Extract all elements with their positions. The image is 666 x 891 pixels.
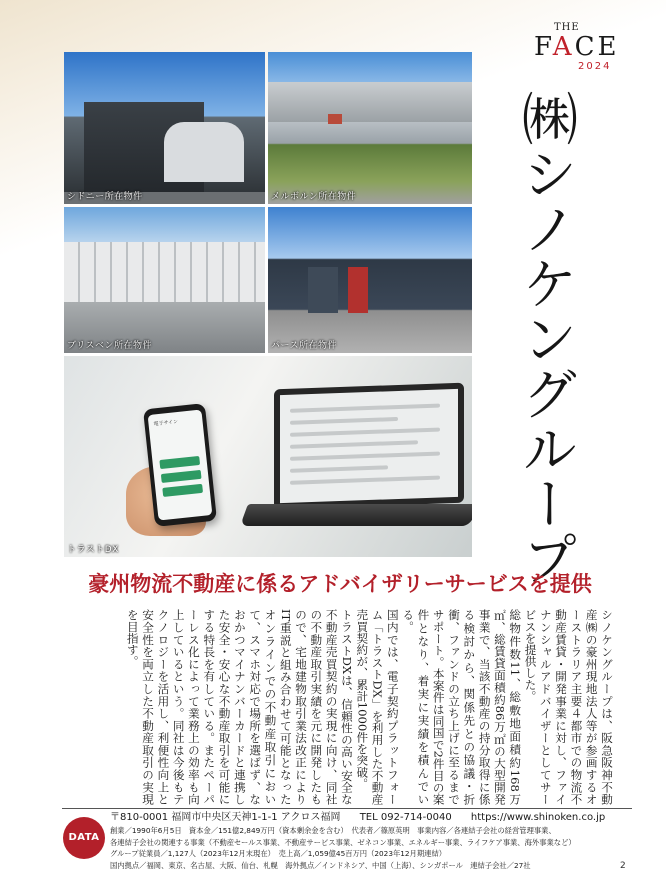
- the-face-logo: [534, 22, 629, 72]
- headline: 豪州物流不動産に係るアドバイザリーサービスを提供: [88, 571, 592, 596]
- article-body: [72, 609, 614, 805]
- company-data: [110, 810, 625, 871]
- detail-line: 各連結子会社の関連する事業（不動産セールス事業、不動産サービス事業、ゼネコン事業、エネルギー事業、ライフケア事業、海外事業など）: [110, 837, 576, 847]
- smartphone: 電子サイン: [143, 403, 217, 527]
- photo-caption: メルボルン所在物件: [271, 192, 357, 202]
- laptop-base: [240, 504, 472, 526]
- photo-perth: [268, 207, 472, 353]
- telephone: TEL 092-714-0040: [359, 812, 452, 823]
- detail-line: 国内拠点／福岡、東京、名古屋、大阪、仙台、札幌 海外拠点／インドネシア、中国（上海）、シンガポール 連結子会社／27社: [110, 860, 531, 870]
- photo-caption: トラストDX: [67, 545, 119, 555]
- data-divider: [62, 808, 632, 809]
- paragraph: トラストDXは、信頼性の高い安全な不動産売買契約の実現に向け、同社の不動産取引実績を元に開発したもので、宅地建物取引業法改正によりIT重説と組み合わせて可能となったオンラインでの不動産取引において、スマホ対応で場所を選ばず、なおかつマイナンバーカードと連携した安全・安心な不動産取引を可能にする特長を有している。またペーパーレス化によって業務上の効率も向上しているという。同社は今後もテクノロジーを活用し、利便性向上と安全性を両立した不動産取引の実現を目指す。: [125, 609, 354, 805]
- detail-line: グループ従業員／1,127人（2023年12月末現在） 売上高／1,059億45百万円（2023年12月期連結）: [110, 849, 447, 858]
- logo-year: 2024: [578, 61, 612, 72]
- page-number: 2: [620, 861, 626, 871]
- contact-line: [110, 810, 625, 825]
- photo-trustdx: [64, 356, 472, 557]
- company-name: ㈱シノケングループ: [513, 90, 578, 585]
- paragraph: シノケングループは、阪急阪神不動産㈱の豪州現地法人等が参画するオーストラリア主要４都市での物流不動産賃貸・開発事業に対し、ファイナンシャルアドバイザーとしてサービスを提供した。: [523, 609, 614, 805]
- website-link[interactable]: https://www.shinoken.co.jp: [470, 812, 606, 823]
- logo-the: THE: [554, 22, 580, 33]
- detail-line: 創業／1990年6月5日 資本金／151億2,849万円（資本剰余金を含む） 代表者／篠原英明 事業内容／各連結子会社の経営管理事業、: [110, 826, 556, 835]
- data-badge: DATA: [63, 817, 105, 859]
- photo-brisbane: [64, 207, 265, 353]
- laptop-screen: [274, 383, 464, 510]
- address: 〒810-0001 福岡市中央区天神1-1-1 アクロス福岡: [110, 812, 341, 823]
- paragraph: 国内では、電子契約プラットフォーム「トラストDX」を利用した不動産売買契約が、累計1000件を突破。: [355, 609, 400, 805]
- photo-caption: シドニー所在物件: [67, 192, 143, 202]
- photo-caption: ブリスベン所在物件: [67, 341, 152, 351]
- photo-caption: パース所在物件: [271, 341, 338, 351]
- photo-sydney: [64, 52, 265, 204]
- photo-melbourne: [268, 52, 472, 204]
- logo-face: FACE: [534, 32, 620, 62]
- paragraph: 総物件数11、総敷地面積約168万㎡、総賃貸面積約86万㎡の大型開発事業で、当該不動産の持分取得に係る検討から、関係先との協議・折衝、ファンドの立ち上げに至るまでサポート。本案件は同国で2件目の案件となり、着実に実績を積んでいる。: [401, 609, 523, 805]
